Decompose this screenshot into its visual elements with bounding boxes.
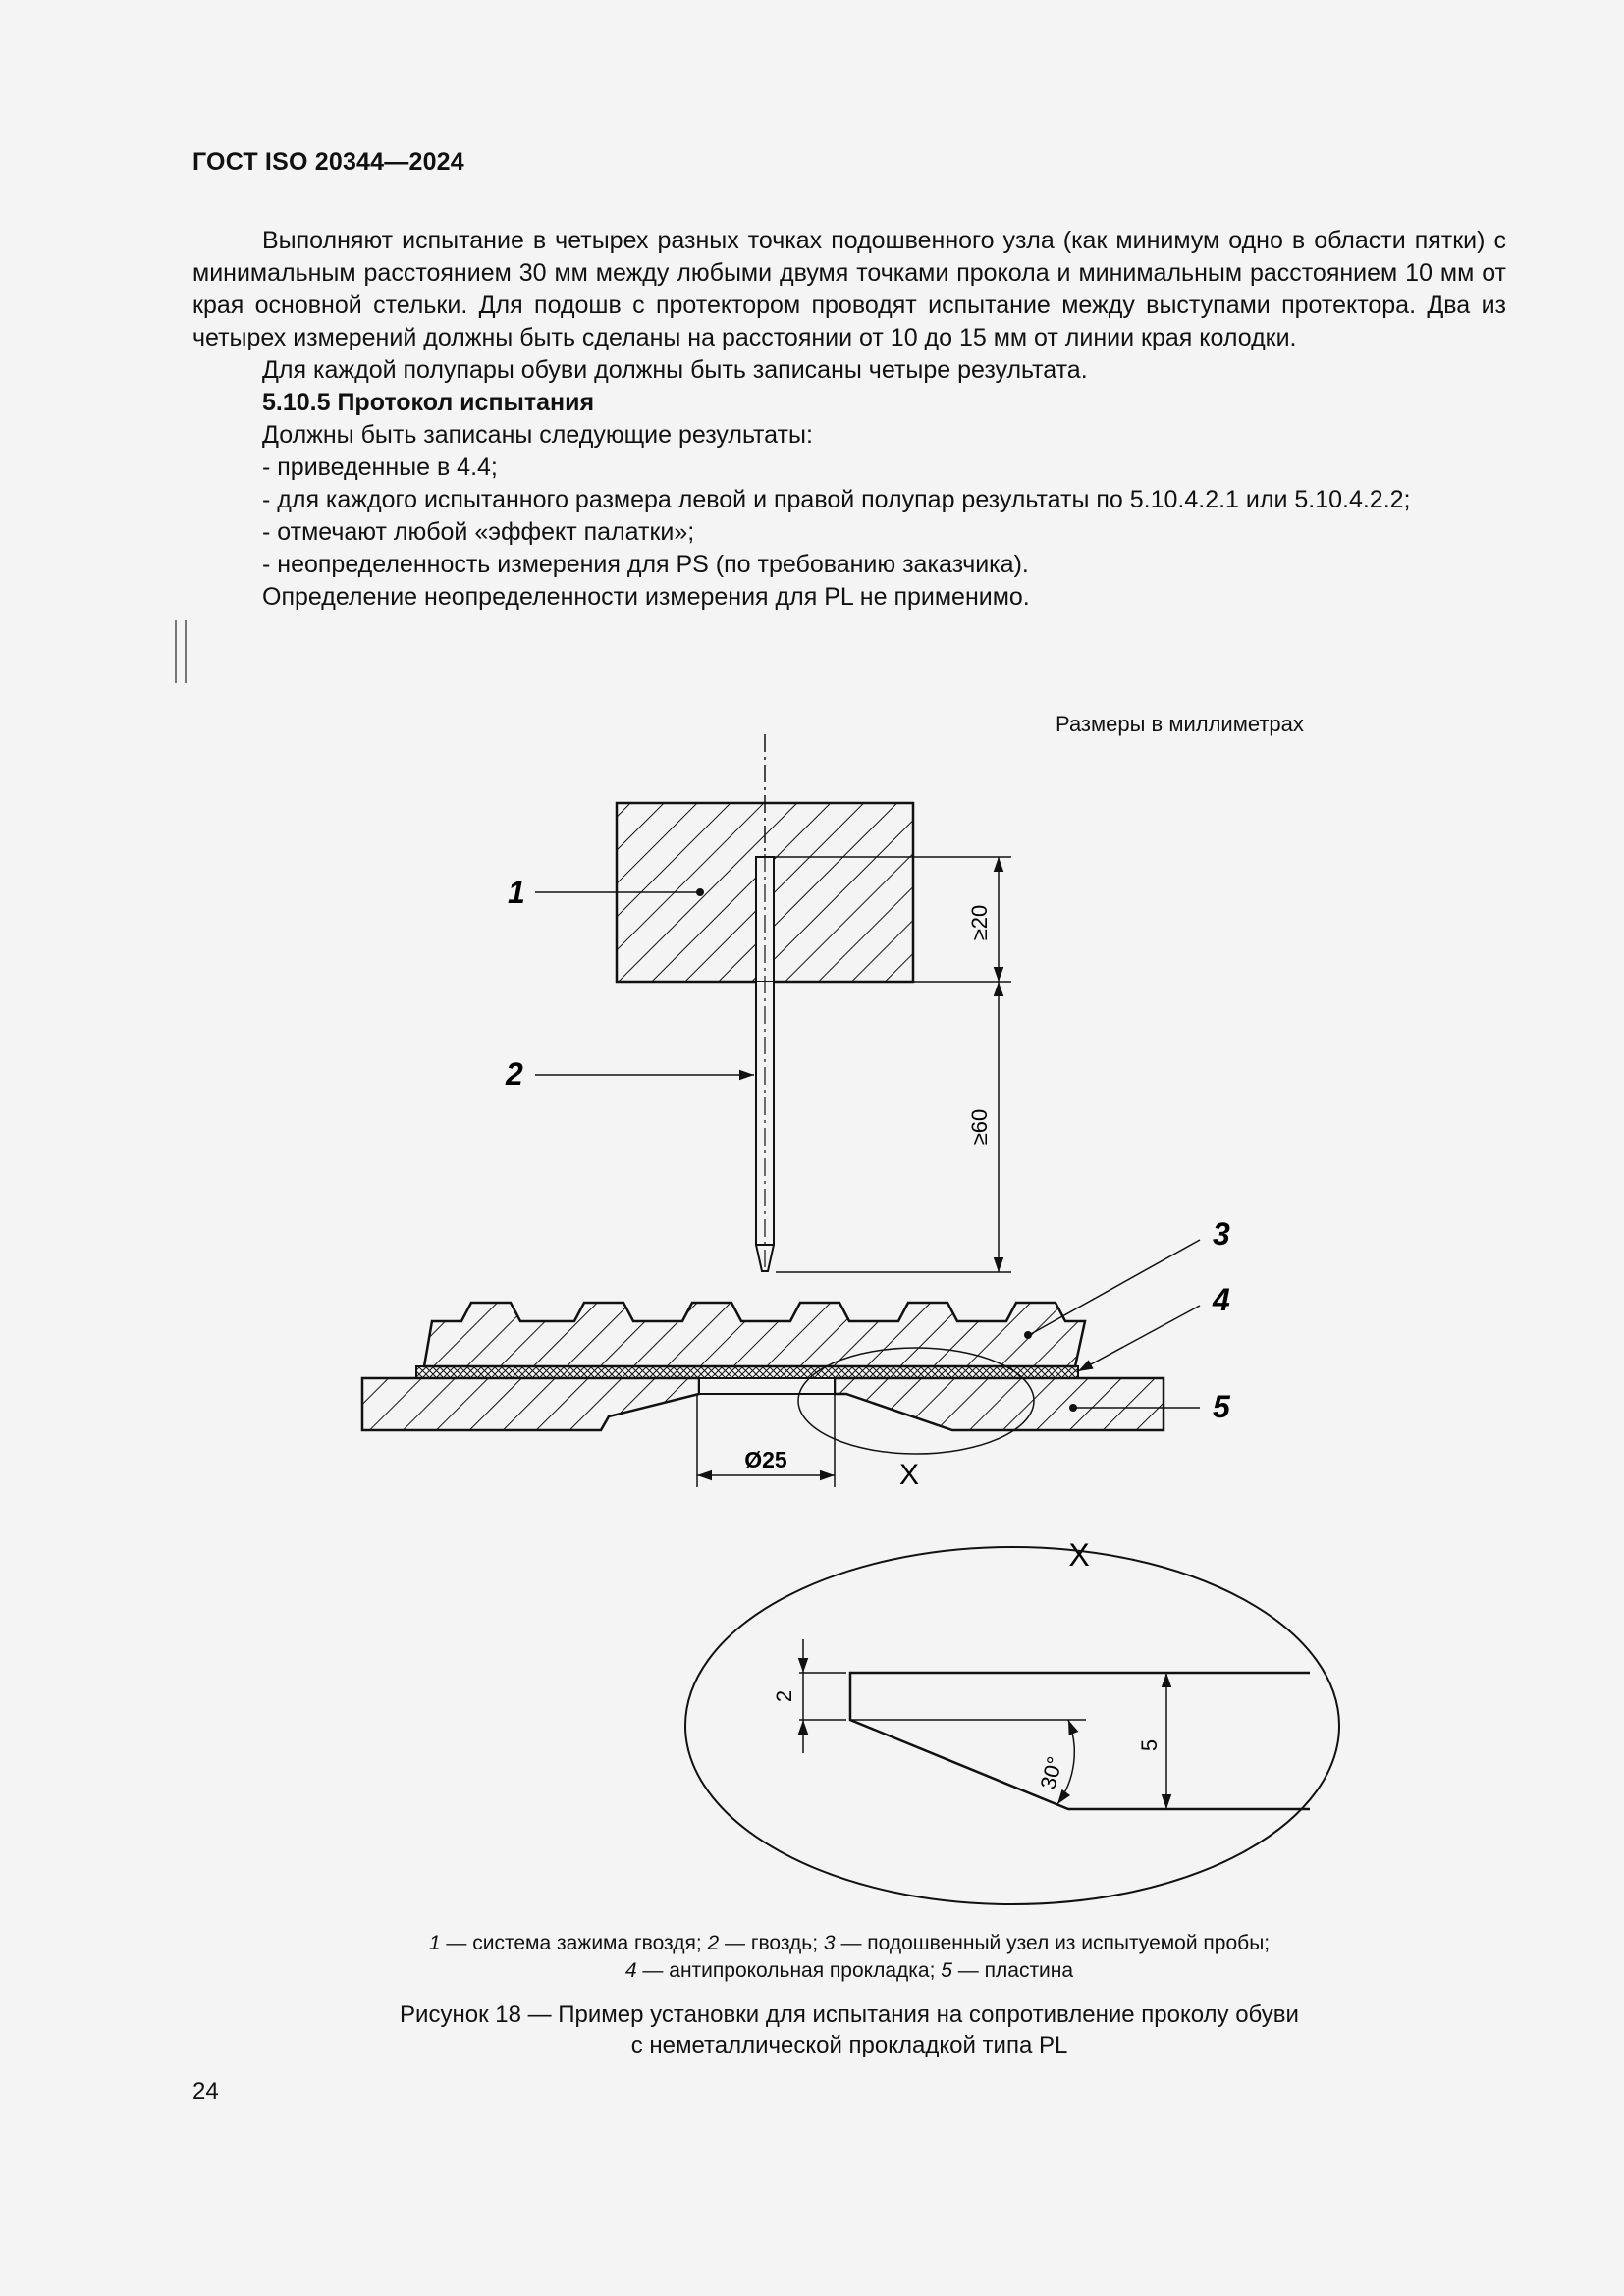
dim-20-label: ≥20 [967,904,992,941]
legend-text: — подошвенный узел из испытуемой пробы; [835,1932,1271,1954]
paragraph: Выполняют испытание в четырех разных точках подошвенного узла (как минимум одно в области пятки) с минимальным расстоянием 30 мм между любыми двумя точками прокола и минимальным расстоянием 10 мм от края основной стельки. Для подошв с протектором проводят испытание между выступами протектора. Два из четырех измерений должны быть сделаны на расстоянии от 10 до 15 мм от линии края колодки. [192,227,1506,351]
sole [424,1303,1085,1366]
legend-text: — антипрокольная прокладка; [636,1959,942,1982]
legend-line-1 [192,1930,1506,1957]
detail-title: X [1068,1537,1090,1573]
dimensions-note: Размеры в миллиметрах [1056,712,1304,736]
list-item: - неопределенность измерения для PS (по требованию заказчика). [262,551,1029,578]
label-3: 3 [1213,1216,1230,1252]
dim-2-label: 2 [772,1689,796,1703]
paragraph: Определение неопределенности измерения для PL не применимо. [262,583,1030,611]
dim-5-label: 5 [1137,1738,1162,1752]
list-item: - для каждого испытанного размера левой и правой полупар результаты по 5.10.4.2.1 или 5.10.4.2.2; [262,486,1411,513]
figure-caption [192,2000,1506,2060]
list-item: - отмечают любой «эффект палатки»; [262,518,695,546]
legend-key: 4 [624,1959,637,1982]
list-item: - приведенные в 4.4; [262,454,498,481]
legend-key: 2 [707,1932,720,1954]
page-number: 24 [192,2078,219,2105]
label-5: 5 [1213,1389,1230,1424]
document-header: ГОСТ ISO 20344—2024 [192,148,464,176]
section-heading: 5.10.5 Протокол испытания [262,389,595,416]
dim-diameter-label: Ø25 [744,1447,787,1472]
label-4: 4 [1213,1282,1230,1317]
paragraph: Для каждой полупары обуви должны быть записаны четыре результата. [262,356,1088,384]
caption-line-1: Рисунок 18 — Пример установки для испытания на сопротивление проколу обуви [400,2002,1299,2028]
legend-key: 3 [823,1932,836,1954]
legend-text: — пластина [951,1959,1074,1982]
dim-60-label: ≥60 [967,1108,992,1146]
legend-text: — гвоздь; [719,1932,824,1954]
caption-line-2: с неметаллической прокладкой типа PL [630,2032,1068,2058]
detail-ellipse [685,1547,1339,1904]
label-1: 1 [508,875,525,910]
detail-plate-edge [850,1673,1310,1809]
legend-text: — система зажима гвоздя; [440,1932,708,1954]
label-2: 2 [506,1056,523,1092]
figure-legend [192,1930,1506,1985]
legend-key: 5 [941,1959,952,1982]
anti-perforation-insert [416,1366,1078,1378]
legend-key: 1 [428,1932,441,1954]
plate [362,1378,699,1430]
detail-label: X [898,1459,920,1491]
legend-line-2 [192,1957,1506,1985]
paragraph: Должны быть записаны следующие результаты: [262,421,813,449]
dim-angle-label: 30° [1035,1753,1068,1792]
